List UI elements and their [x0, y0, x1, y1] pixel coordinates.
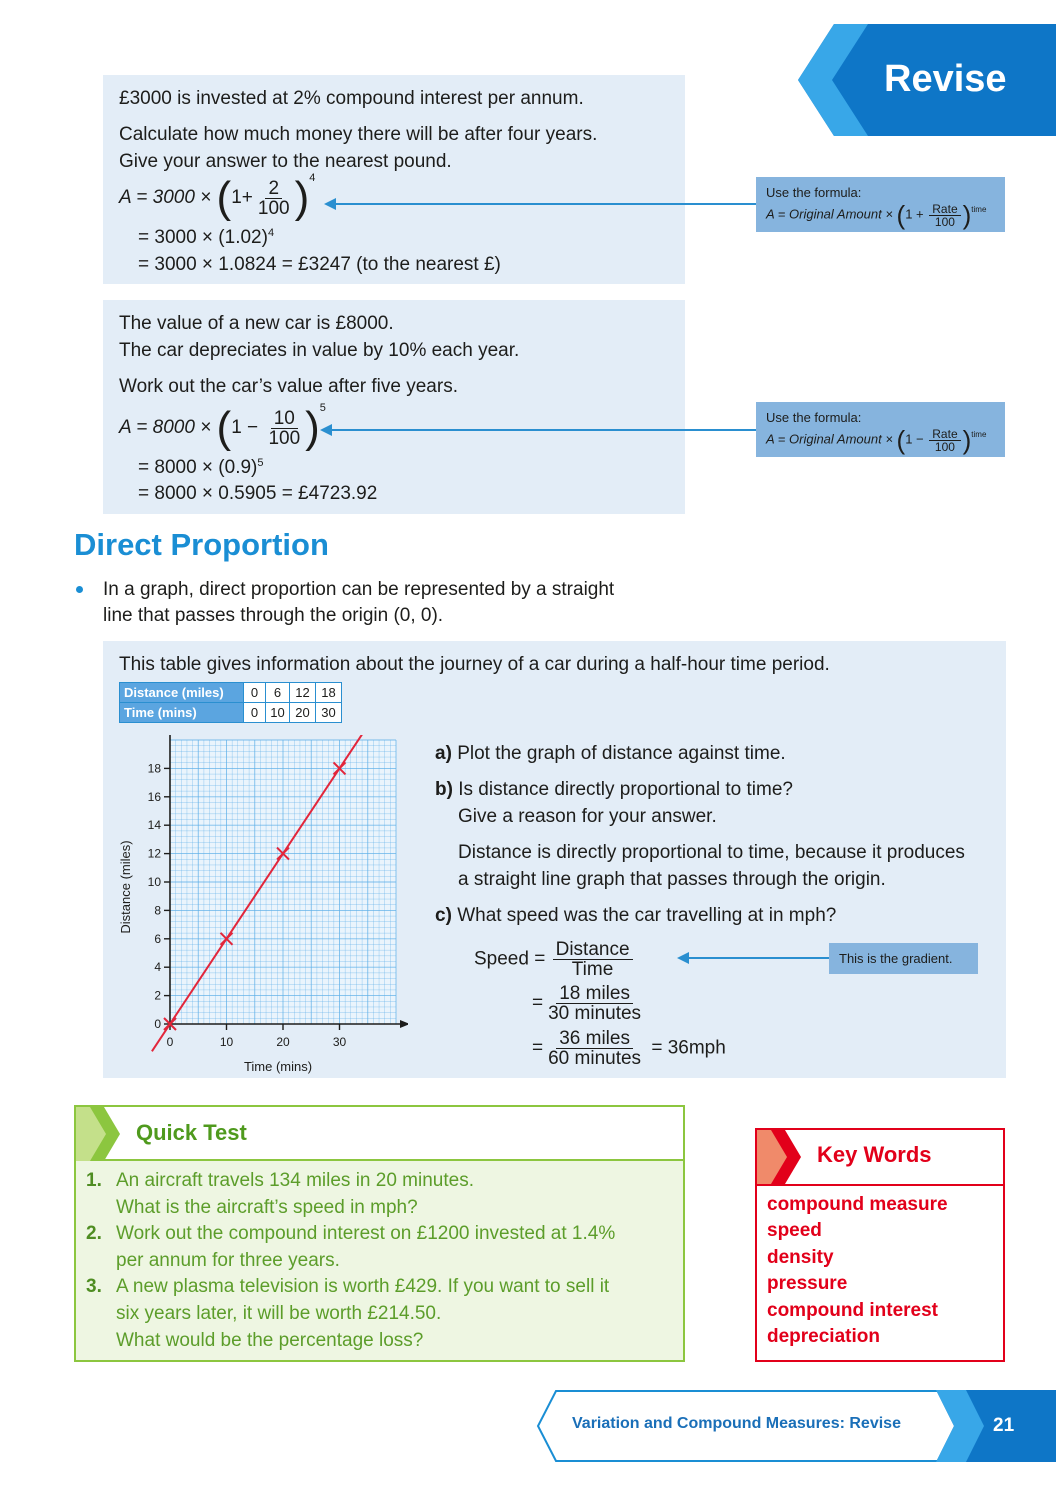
question-c-label: c) [435, 905, 452, 926]
qt1-num: 1. [86, 1170, 102, 1191]
example1-step2-exp: 4 [267, 227, 275, 239]
speed-eq-2: = [532, 992, 544, 1014]
note1-lhs: A = Original Amount × [766, 206, 897, 222]
example1-formula-lhs: A = 3000 × [119, 187, 217, 209]
y-tick-label: 4 [154, 960, 161, 975]
bullet-line1: In a graph, direct proportion can be represented by a straight [103, 579, 615, 600]
y-tick-label: 2 [154, 988, 161, 1003]
question-a-label: a) [435, 743, 452, 764]
example1-formula-num: 2 [265, 179, 282, 199]
y-tick-label: 18 [147, 761, 161, 776]
example1-step2 [138, 224, 274, 251]
example1-arrow [336, 203, 756, 205]
example2-step2-exp: 5 [257, 457, 264, 469]
question-b-label: b) [435, 779, 453, 800]
x-axis-arrow-icon [400, 1020, 408, 1028]
quick-test-title: Quick Test [136, 1120, 247, 1145]
y-tick-label: 10 [147, 875, 161, 889]
key-word: speed [767, 1220, 822, 1241]
table-cell: 18 [316, 683, 342, 703]
note2-line1: Use the formula: [766, 410, 862, 425]
note1-line1: Use the formula: [766, 185, 862, 200]
note1-den: 100 [934, 214, 955, 229]
speed-f1-den: Time [571, 959, 614, 980]
table-cell: 0 [244, 703, 266, 723]
quick-test-item-1-line2: What is the aircraft’s speed in mph? [116, 1197, 418, 1218]
table-cell: 30 [316, 703, 342, 723]
speed-eq-3: = [532, 1037, 544, 1059]
answer-b-line1: Distance is directly proportional to time, because it produces [458, 842, 965, 863]
y-tick-label: 8 [154, 903, 161, 918]
x-tick-label: 10 [219, 1035, 234, 1049]
quick-test-box [74, 1105, 685, 1362]
graph-x-axis-label: Time (mins) [243, 1059, 313, 1074]
key-words-chevron-icon [757, 1130, 807, 1184]
quick-test-header [76, 1107, 683, 1161]
note1-one: 1 + [905, 206, 928, 222]
speed-label: Speed = [474, 948, 551, 970]
example1-formula: A = 3000 × (1+ $\frac{2}{100}$ )$^4$ [119, 172, 316, 222]
speed-f3-num: 36 miles [556, 1029, 633, 1049]
example2-formula-num: 10 [271, 409, 298, 429]
example2-line2: The car depreciates in value by 10% each year. [119, 340, 520, 361]
example1-line3: Give your answer to the nearest pound. [119, 151, 452, 172]
question-a-text: Plot the graph of distance against time. [457, 743, 786, 764]
example2-formula-one: 1 − [231, 417, 264, 439]
example2-step2 [138, 454, 264, 481]
gradient-arrow [689, 957, 829, 959]
example2-formula-lhs: A = 8000 × [119, 417, 217, 439]
example2-step3: = 8000 × 0.5905 = £4723.92 [138, 483, 378, 504]
bullet-dot [76, 586, 83, 593]
x-tick-label: 0 [166, 1035, 174, 1049]
speed-f1-num: Distance [553, 940, 633, 960]
y-tick-label: 0 [154, 1017, 161, 1031]
example1-formula-exp: 4 [309, 172, 316, 184]
example3-intro: This table gives information about the journey of a car during a half-hour time period. [119, 654, 830, 675]
key-words-box [755, 1128, 1005, 1362]
note1-exp: time [971, 205, 987, 214]
formula-note-growth: Use the formula: A = Original Amount × (1 + $\frac{\text{Rate}}{100}$ )$^{time}$ [756, 177, 1005, 232]
qt2-line1: Work out the compound interest on £1200 invested at 1.4% [116, 1223, 616, 1244]
example1-arrow-head [324, 198, 336, 210]
question-c [435, 902, 836, 929]
key-words-divider [757, 1184, 1003, 1186]
table-header-time: Time (mins) [120, 703, 244, 723]
example2-formula: A = 8000 × (1 − $\frac{10}{100}$ )$^5$ [119, 402, 326, 452]
page-header-title: Revise [884, 58, 1007, 100]
graph-y-axis-label: Distance (miles) [118, 840, 133, 934]
key-words-title: Key Words [817, 1142, 932, 1167]
distance-time-graph [108, 735, 408, 1077]
key-word: density [767, 1247, 834, 1268]
y-tick-label: 12 [147, 846, 161, 861]
key-word: pressure [767, 1273, 848, 1294]
qt3-num: 3. [86, 1276, 102, 1297]
speed-f2-den: 30 minutes [548, 1003, 642, 1024]
table-row [120, 703, 342, 723]
quick-test-item-2 [86, 1220, 615, 1247]
table-cell: 20 [290, 703, 316, 723]
section-heading: Direct Proportion [74, 527, 329, 562]
journey-table [119, 682, 342, 723]
answer-b-line2: a straight line graph that passes through the origin. [458, 869, 886, 890]
gradient-note: This is the gradient. [829, 943, 978, 974]
speed-formula-1 [474, 940, 635, 979]
example2-arrow-head [320, 424, 332, 436]
quick-test-item-2-line2: per annum for three years. [116, 1250, 340, 1271]
key-word: compound interest [767, 1300, 939, 1321]
question-b [435, 776, 793, 803]
page-number: 21 [993, 1415, 1015, 1436]
quick-test-item-1 [86, 1167, 474, 1194]
table-cell: 6 [266, 683, 290, 703]
y-tick-label: 14 [147, 818, 161, 833]
example1-formula-den: 100 [257, 197, 290, 219]
bullet-line2: line that passes through the origin (0, 0). [103, 605, 444, 626]
example2-arrow [332, 429, 756, 431]
x-tick-label: 30 [332, 1035, 347, 1049]
speed-f2-num: 18 miles [556, 984, 633, 1004]
example2-line3: Work out the car’s value after five years. [119, 376, 458, 397]
example1-step3: = 3000 × 1.0824 = £3247 (to the nearest £) [138, 254, 501, 275]
note2-lhs: A = Original Amount × [766, 431, 897, 447]
example2-step2-text: = 8000 × (0.9) [138, 457, 258, 478]
example2-line1: The value of a new car is £8000. [119, 313, 394, 334]
speed-f3-den: 60 minutes [548, 1048, 642, 1069]
x-tick-label: 20 [276, 1035, 290, 1049]
note1-num: Rate [929, 203, 960, 216]
note2-num: Rate [929, 428, 960, 441]
y-tick-label: 6 [154, 931, 161, 946]
formula-note-depreciation: Use the formula: A = Original Amount × (1 − $\frac{\text{Rate}}{100}$ )$^{time}$ [756, 402, 1005, 457]
table-header-distance: Distance (miles) [120, 683, 244, 703]
example1-formula-one: 1+ [231, 187, 253, 209]
question-a [435, 740, 786, 767]
note2-exp: time [971, 430, 987, 439]
key-word: compound measure [767, 1194, 948, 1215]
table-row [120, 683, 342, 703]
qt1-line1: An aircraft travels 134 miles in 20 minutes. [116, 1170, 474, 1191]
table-cell: 10 [266, 703, 290, 723]
example1-line2: Calculate how much money there will be after four years. [119, 124, 598, 145]
speed-formula-3 [532, 1029, 726, 1068]
note2-one: 1 − [905, 431, 928, 447]
quick-test-item-3-line3: What would be the percentage loss? [116, 1330, 424, 1351]
quick-test-item-3 [86, 1273, 609, 1300]
question-b-text1: Is distance directly proportional to time? [458, 779, 793, 800]
question-c-text: What speed was the car travelling at in mph? [457, 905, 837, 926]
y-tick-label: 16 [147, 789, 161, 804]
quick-test-chevron-icon [76, 1107, 126, 1161]
gradient-arrow-head [677, 952, 689, 964]
speed-result: = 36mph [651, 1037, 726, 1059]
table-cell: 12 [290, 683, 316, 703]
note2-den: 100 [934, 439, 955, 454]
qt3-line1: A new plasma television is worth £429. If you want to sell it [116, 1276, 610, 1297]
example1-line1: £3000 is invested at 2% compound interest per annum. [119, 88, 584, 109]
example2-formula-den: 100 [268, 427, 301, 449]
table-cell: 0 [244, 683, 266, 703]
example1-step2-text: = 3000 × (1.02) [138, 227, 268, 248]
speed-formula-2 [532, 984, 646, 1023]
question-b-text2: Give a reason for your answer. [458, 806, 717, 827]
key-word: depreciation [767, 1326, 880, 1347]
quick-test-item-3-line2: six years later, it will be worth £214.50. [116, 1303, 442, 1324]
qt2-num: 2. [86, 1223, 102, 1244]
footer-label: Variation and Compound Measures: Revise [572, 1415, 901, 1432]
example2-formula-exp: 5 [319, 402, 326, 414]
